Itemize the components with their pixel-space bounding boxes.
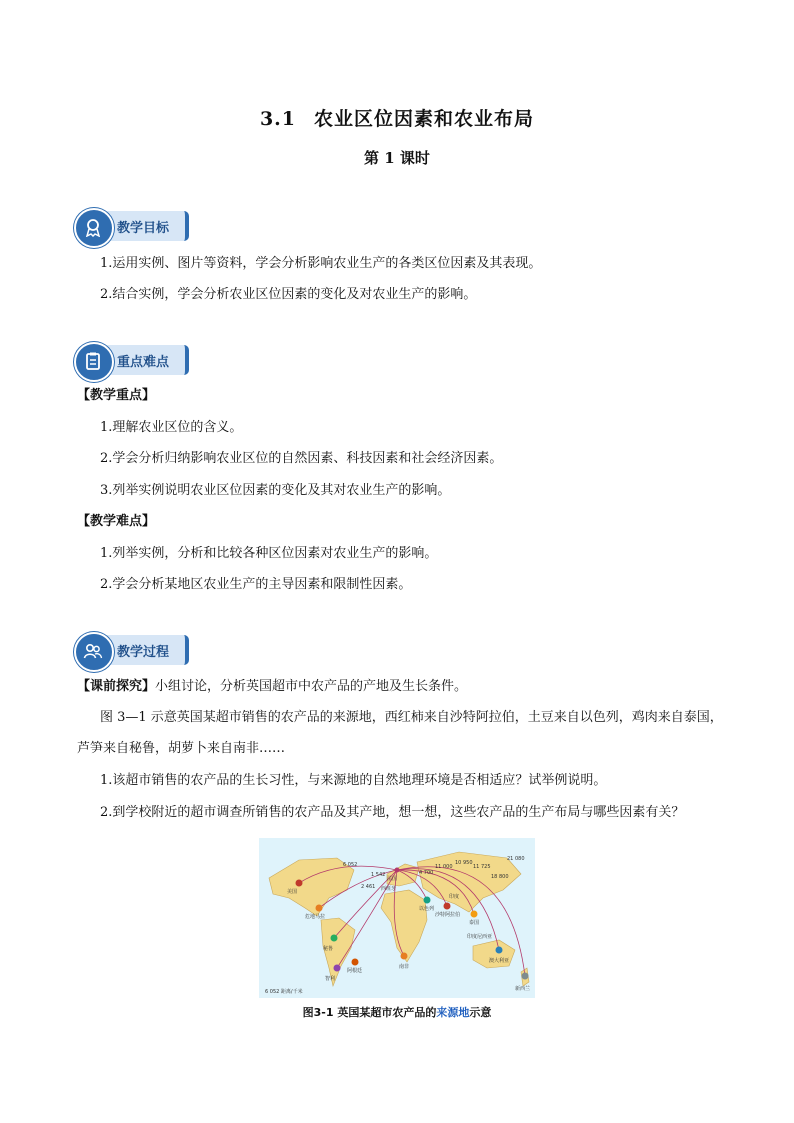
difficulty-item: 2.学会分析某地区农业生产的主导因素和限制性因素。 [100,577,412,592]
page-title [0,104,794,131]
goal-item: 1.运用实例、图片等资料，学会分析影响农业生产的各类区位因素及其表现。 [100,256,542,271]
africa-shape [381,890,427,962]
process-section-label: 教学过程 [117,645,170,660]
intro-paragraph: 图 3—1 示意英国某超市销售的农产品的来源地，西红柿来自沙特阿拉伯，土豆来自以色列，鸡肉来自泰国，芦笋来自秘鲁，胡萝卜来自南非…… [77,710,723,756]
caption-suffix: 示意 [469,1006,492,1019]
caption-prefix: 图3-1 英国某超市农产品的 [302,1006,437,1019]
origin-map-figure [259,838,535,998]
north-america-shape [269,858,354,916]
figure-caption [0,1004,794,1020]
distance-label: 6 052 [343,862,358,868]
question-item: 1.该超市销售的农产品的生长习性，与来源地的自然地理环境是否相适应？试举例说明。 [100,773,607,788]
map-scale-note: 6 052 距离/千米 [265,989,303,995]
uk-marker [395,868,400,873]
clipboard-icon [74,342,114,382]
map-label: 印度 [449,894,460,900]
distance-label: 4 700 [419,870,434,876]
map-label: 南非 [399,964,410,970]
difficulty-item: 1.列举实例，分析和比较各种区位因素对农业生产的影响。 [100,546,438,561]
map-label: 以色列 [419,906,435,912]
world-map [259,838,535,998]
map-label: 秘鲁 [323,946,334,952]
distance-label: 21 080 [507,856,525,862]
intro-line [77,678,467,696]
goals-section-label: 教学目标 [117,221,170,236]
map-label: 沙特阿拉伯 [435,912,461,918]
focus-item: 2.学会分析归纳影响农业区位的自然因素、科技因素和社会经济因素。 [100,451,503,466]
process-section-badge [77,635,189,665]
distance-label: 10 950 [455,860,473,866]
caption-highlight: 来源地 [436,1006,470,1019]
goals-section-badge [77,211,189,241]
map-label: 印度尼西亚 [467,934,493,940]
people-icon [74,632,114,672]
intro-text: 小组讨论，分析英国超市中农产品的产地及生长条件。 [155,679,468,694]
map-label: 西班牙 [381,886,397,892]
question-item: 2.到学校附近的超市调查所销售的农产品及其产地，想一想，这些农产品的生产布局与哪些因素有关？ [100,805,685,820]
distance-label: 18 800 [491,874,509,880]
map-label: 美国 [287,889,298,895]
map-label: 法国 [387,876,398,882]
distance-label: 11 000 [435,864,453,870]
focus-heading: 【教学重点】 [77,388,156,403]
focus-item: 1.理解农业区位的含义。 [100,420,243,435]
distance-label: 1 542 [371,872,386,878]
lesson-subtitle: 第 1 课时 [364,149,430,167]
key-points-section-label: 重点难点 [117,355,170,370]
section-title: 农业区位因素和农业布局 [314,108,535,130]
distance-label: 11 725 [473,864,491,870]
map-label: 泰国 [469,920,480,926]
difficulty-heading: 【教学难点】 [77,514,156,529]
intro-heading: 【课前探究】 [77,679,156,694]
goal-item: 2.结合实例，学会分析农业区位因素的变化及对农业生产的影响。 [100,287,477,302]
map-label: 新西兰 [515,986,531,992]
focus-item: 3.列举实例说明农业区位因素的变化及其对农业生产的影响。 [100,483,451,498]
section-number: 3.1 [259,108,297,130]
map-label: 阿根廷 [347,968,363,974]
map-label: 智利 [325,976,336,982]
map-label: 澳大利亚 [489,958,510,964]
award-icon [74,208,114,248]
key-points-section-badge [77,345,189,375]
distance-label: 2 461 [361,884,376,890]
map-label: 危地马拉 [305,914,326,920]
